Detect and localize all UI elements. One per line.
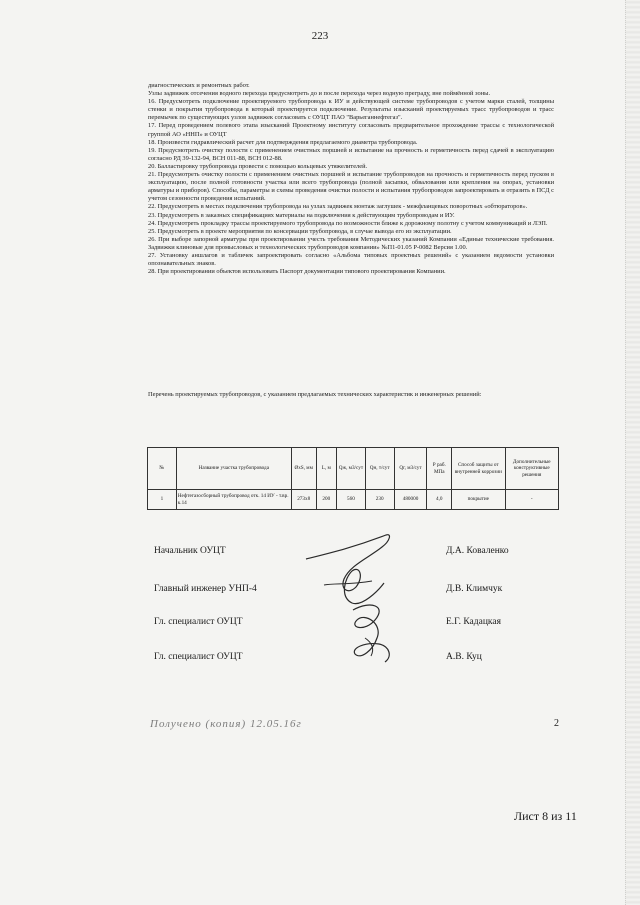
paragraph: 24. Предусмотреть прокладку трассы проектируемого трубопровода по возможности ближе к дорожному полотну с учетом коммуникаций и ЛЭП. [148, 219, 548, 227]
table-cell: 273х8 [291, 490, 316, 510]
signer-name: Д.А. Коваленко [446, 546, 509, 556]
handwritten-signature [335, 598, 405, 668]
column-header: Qж, м3/сут [337, 448, 366, 490]
paragraph: 16. Предусмотреть подключение проектируемого трубопровода к ИУ и действующей системе трубопроводов с учетом марки сталей, толщины стенки и покрытия трубопровода в который проектируется подключение. Результаты изысканий проектируемых трасс трубопроводов и трасс перемычек по существующих узлов задвижек согласовать с ОУЦТ ПАО "Варьеганнефтегаз". [148, 98, 554, 122]
column-header: Название участка трубопровода [176, 448, 291, 490]
signature-row [0, 652, 640, 668]
table-cell: 1 [148, 490, 177, 510]
page-index: 2 [554, 718, 559, 729]
table-cell: 200 [316, 490, 337, 510]
column-header: Способ защиты от внутренней коррозии [452, 448, 505, 490]
signer-name: Д.В. Климчук [446, 584, 503, 594]
paragraph: 28. При проектировании объектов использовать Паспорт документации типового проектирования Компании. [148, 268, 446, 276]
table-cell: 4,0 [427, 490, 452, 510]
signer-title: Главный инженер УНП-4 [154, 584, 257, 594]
sheet-label: Лист 8 из 11 [514, 809, 577, 823]
column-header: ØхS, мм [291, 448, 316, 490]
paragraph: 27. Установку аншлагов и табличек запроектировать согласно «Альбома типовых проектных решений» с указанием ведомости установки опознавательных знаков. [148, 251, 554, 268]
column-header: Qг, м3/сут [394, 448, 427, 490]
paragraph: 17. Перед проведением полевого этапа изысканий Проектному институту согласовать предварительное прохождение трассы с технологической группой АО «ННП» и ОУЦТ [148, 122, 554, 138]
column-header: Qн, т/сут [365, 448, 394, 490]
paragraph: 23. Предусмотреть в заказных спецификациях материалы на подключения к действующим трубопроводам и ИУ. [148, 211, 455, 219]
column-header: Р раб. МПа [427, 448, 452, 490]
paragraph: 25. Предусмотреть в проекте мероприятия по консервации трубопровода, в случае вывода его из эксплуатации. [148, 227, 452, 235]
requirements-text [148, 82, 554, 276]
signer-name: Е.Г. Кадацкая [446, 617, 501, 627]
signer-name: А.В. Куц [446, 652, 482, 662]
paragraph: 20. Балластировку трубопровода провести с помощью кольцевых утяжелителей. [148, 162, 368, 170]
column-header: L, м [316, 448, 337, 490]
signer-title: Гл. специалист ОУЦТ [154, 652, 243, 662]
table-cell: Нефтегазосборный трубопровод отк. 14 ИУ - т.вр. к.14 [176, 490, 291, 510]
table-cell: 560 [337, 490, 366, 510]
table-row [148, 490, 559, 510]
paragraph: 19. Предусмотреть очистку полости с применением очистных поршней и испытание на прочность и герметичность перед сдачей в эксплуатацию согласно РД 39-132-94, ВСН 011-88, ВСН 012-88. [148, 146, 554, 162]
table-cell: 230 [365, 490, 394, 510]
table-cell: покрытие [452, 490, 505, 510]
scan-edge [625, 0, 640, 905]
signer-title: Гл. специалист ОУЦТ [154, 617, 243, 627]
column-header: Дополнительные конструктивные решения [505, 448, 558, 490]
paragraph: диагностических и ремонтных работ. [148, 82, 250, 89]
paragraph: 21. Предусмотреть очистку полости с применением очистных поршней и испытание трубопроводов на прочность и герметичность перед пуском в эксплуатацию, после полной готовности участка или всего трубопровода (полной засыпки, обвалования или крепления на опорах, установки арматуры и приборов). Способы, параметры и схемы проведения очистки полости и испытания трубопроводов запроектировать и отразить в ПСД с учетом сезонности проведения испытаний. [148, 171, 554, 203]
column-header: № [148, 448, 177, 490]
handwritten-note: Получено (копия) 12.05.16г [150, 718, 302, 730]
paragraph: 18. Произвести гидравлический расчет для подтверждения предлагаемого диаметра трубопровода. [148, 138, 418, 146]
table-cell: - [505, 490, 558, 510]
paragraph: Узлы задвижек отсечения водного перехода предусмотреть до и после перехода через водную преграду, вне поймённой зоны. [148, 90, 491, 98]
signer-title: Начальник ОУЦТ [154, 546, 226, 556]
paragraph: 22. Предусмотреть в местах подключения трубопровода на узлах задвижек монтаж заглушек - межфланцевых поворотных «обтюраторов». [148, 203, 528, 211]
table-header-row [148, 448, 559, 490]
paragraph: 26. При выборе запорной арматуры при проектировании учесть требования Методических указаний Компании «Единые технические требования. Задвижки клиновые для промысловых и технологических трубопроводов компании» №П1-01.05 Р-0082 Версия 1.00. [148, 235, 554, 251]
signature-row [0, 617, 640, 633]
table-cell: 480000 [394, 490, 427, 510]
table-title: Перечень проектируемых трубопроводов, с указанием предлагаемых технических характеристик и инженерных решений: [148, 391, 482, 398]
page-number: 223 [311, 30, 329, 42]
pipelines-table [147, 447, 559, 510]
